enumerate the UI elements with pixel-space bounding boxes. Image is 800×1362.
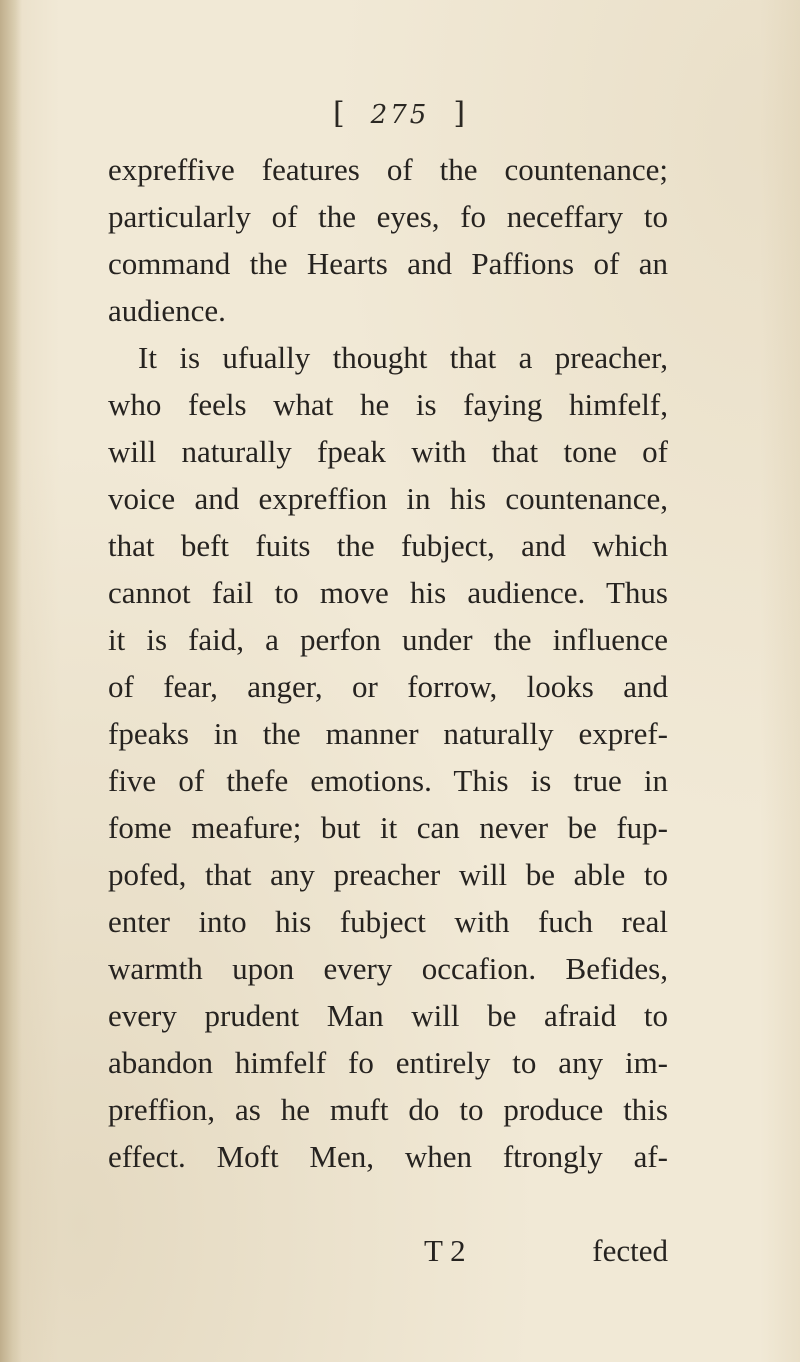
text-line: cannot fail to move his audience. Thus (108, 575, 668, 610)
text-line: fpeaks in the manner naturally expref- (108, 716, 668, 751)
text-line: five of thefe emotions. This is true in (108, 763, 668, 798)
text-line: will naturally fpeak with that tone of (108, 434, 668, 469)
text-line: expreffive features of the countenance; (108, 152, 668, 187)
page-footer (108, 1233, 668, 1280)
text-line: pofed, that any preacher will be able to (108, 857, 668, 892)
text-line: enter into his fubject with fuch real (108, 904, 668, 939)
text-line: voice and expreffion in his countenance, (108, 481, 668, 516)
text-line: every prudent Man will be afraid to (108, 998, 668, 1033)
text-line: fome meafure; but it can never be fup- (108, 810, 668, 845)
paragraph-start-line: It is ufually thought that a preacher, (138, 340, 668, 375)
text-line: audience. (108, 293, 226, 328)
text-line: warmth upon every occafion. Befides, (108, 951, 668, 986)
page-header (0, 96, 800, 131)
text-line: it is faid, a perfon under the influence (108, 622, 668, 657)
text-line: abandon himfelf fo entirely to any im- (108, 1045, 668, 1080)
text-line: who feels what he is faying himfelf, (108, 387, 668, 422)
text-line: of fear, anger, or forrow, looks and (108, 669, 668, 704)
catchword: fected (592, 1233, 668, 1268)
body-text (108, 146, 668, 1180)
signature-mark: T 2 (424, 1233, 466, 1268)
text-line: particularly of the eyes, fo neceffary to (108, 199, 668, 234)
left-bracket: [ (332, 96, 347, 131)
page-number: 275 (370, 100, 430, 130)
text-line: command the Hearts and Paffions of an (108, 246, 668, 281)
text-line: preffion, as he muft do to produce this (108, 1092, 668, 1127)
text-line: effect. Moft Men, when ftrongly af- (108, 1139, 668, 1174)
page-gutter (0, 0, 22, 1362)
text-line: that beft fuits the fubject, and which (108, 528, 668, 563)
right-bracket: ] (453, 96, 468, 131)
